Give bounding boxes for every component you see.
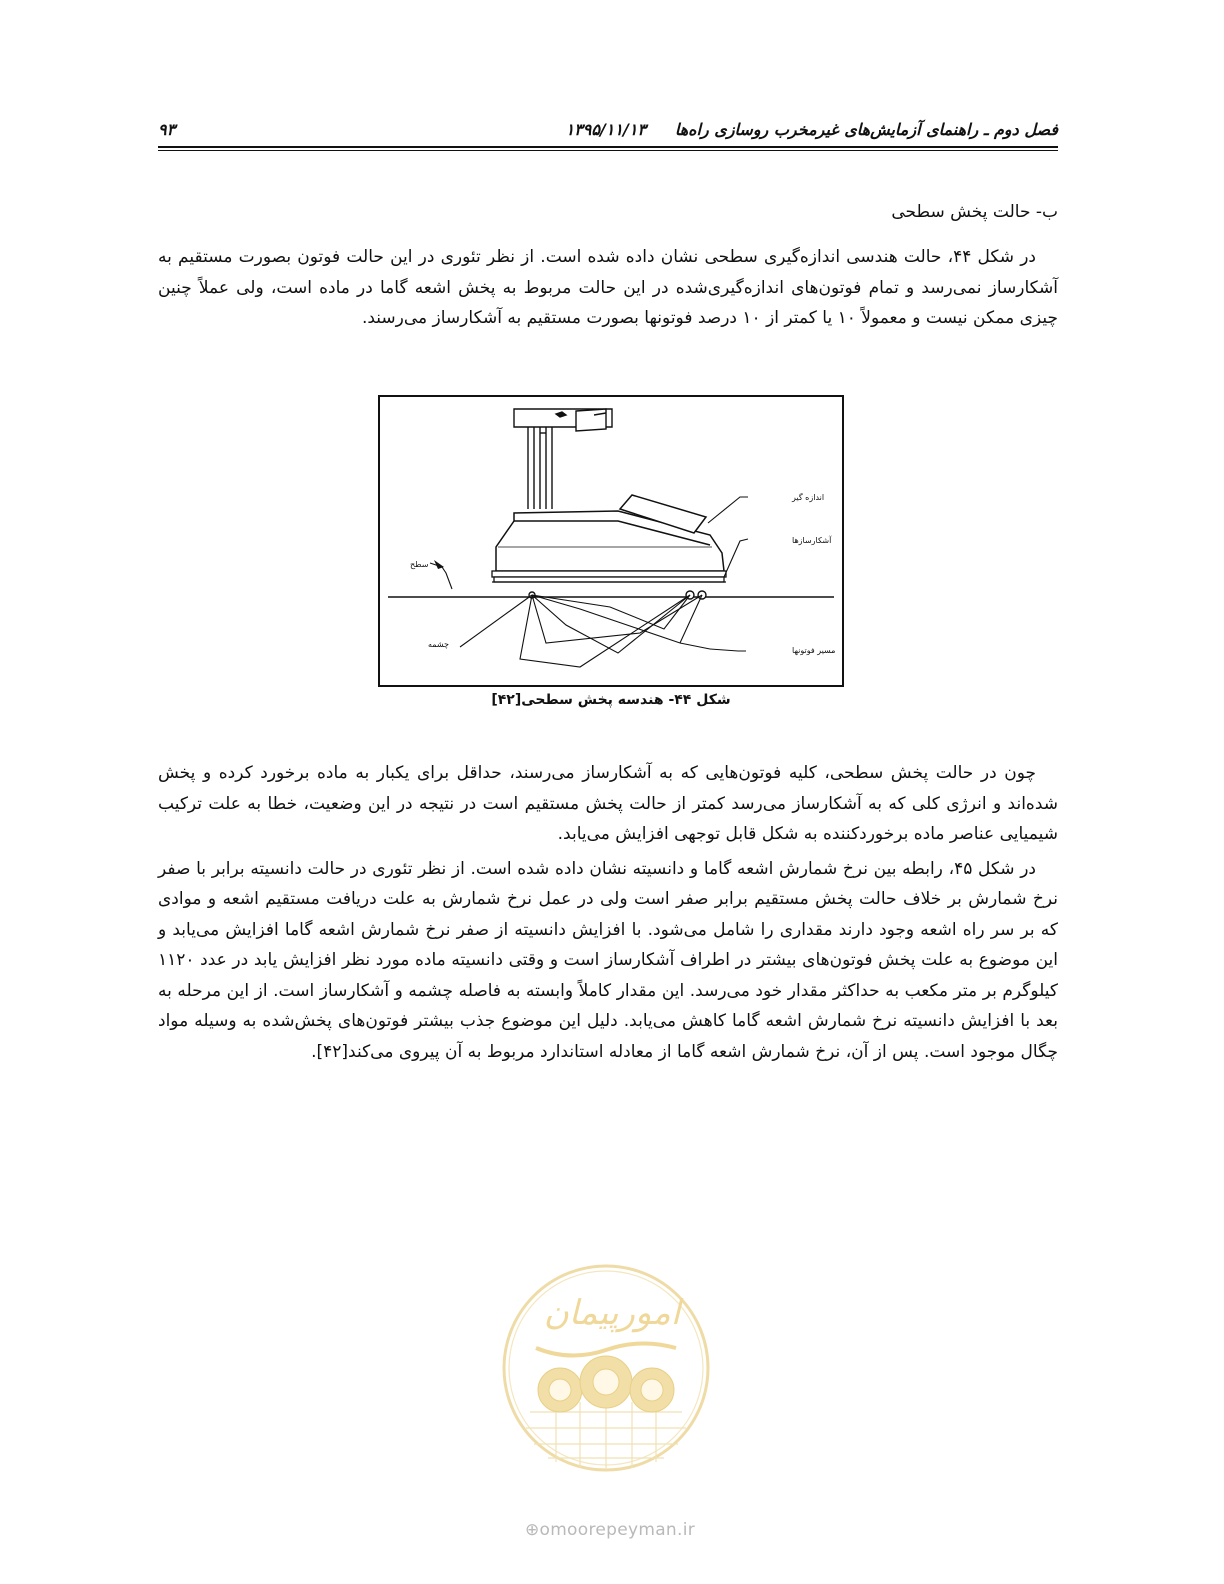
watermark-logo-text: امورپیمان xyxy=(543,1293,681,1333)
page-header xyxy=(158,118,1058,146)
header-rule xyxy=(158,146,1058,148)
paragraph-3: در شکل ۴۵، رابطه بین نرخ شمارش اشعه گاما و دانسیته نشان داده شده است. از نظر تئوری در حالت دانسیته برابر با صفر نرخ شمارش بر خلاف حالت پخش مستقیم برابر صفر است ولی در عمل نرخ شمارش به علت دریافت مستقیم اشعه و موادی که بر سر راه اشعه وجود دارند مقداری را شامل می‌شود. با افزایش دانسیته از صفر نرخ شمارش اشعه گاما افزایش می‌یابد و این موضوع به علت پخش فوتون‌های بیشتر در اطراف آشکارساز است و وقتی دانسیته ماده مورد نظر افزایش یابد در عدد ۱۱۲۰ کیلوگرم بر متر مکعب به حداکثر مقدار خود می‌رسد. این مقدار کاملاً وابسته به فاصله چشمه و آشکارساز است. از این مرحله به بعد با افزایش دانسیته نرخ شمارش اشعه گاما کاهش می‌یابد. دلیل این موضوع جذب بیشتر فوتون‌های پخش‌شده به وسیله مواد چگال موجود است. پس از آن، نرخ شمارش اشعه گاما از معادله استاندارد مربوط به آن پیروی می‌کند[۴۲]. xyxy=(158,858,1058,1062)
label-surface: سطح xyxy=(410,560,429,569)
label-gauge: اندازه گیر xyxy=(792,493,825,502)
paragraph-1: در شکل ۴۴، حالت هندسی اندازه‌گیری سطحی نشان داده شده است. از نظر تئوری در این حالت فوتون بصورت مستقیم به آشکارساز نمی‌رسد و تمام فوتون‌های اندازه‌گیری‌شده در این حالت مربوط به پخش اشعه گاما در ماده است، ولی عملاً چنین چیزی ممکن نیست و معمولاً ۱۰ یا کمتر از ۱۰ درصد فوتونها بصورت مستقیم به آشکارساز می‌رسند. xyxy=(158,247,1058,328)
backscatter-geometry-diagram xyxy=(380,397,842,685)
detectors-base xyxy=(492,571,726,582)
gauge-handle xyxy=(514,409,612,509)
page-number: ۹۳ xyxy=(158,120,176,139)
label-source: چشمه xyxy=(428,640,449,649)
watermark-url-text: omoorepeyman.ir xyxy=(539,1520,696,1540)
body-text-block xyxy=(158,758,1058,1071)
figure-44 xyxy=(378,395,844,687)
figure-caption: شکل ۴۴- هندسه پخش سطحی[۴۲] xyxy=(491,692,731,708)
chapter-title: فصل دوم ـ راهنمای آزمایش‌های غیرمخرب روسازی راه‌ها xyxy=(674,120,1058,139)
header-date: ۱۳۹۵/۱۱/۱۳ xyxy=(565,120,646,139)
watermark-url xyxy=(480,1520,740,1540)
section-subheading: ب- حالت پخش سطحی xyxy=(891,202,1058,222)
paragraph-2: چون در حالت پخش سطحی، کلیه فوتون‌هایی که به آشکارساز می‌رسند، حداقل برای یکبار به ماده برخورد کرده و پخش شده‌اند و انرژی کلی که به آشکارساز می‌رسد کمتر از حالت پخش مستقیم است در نتیجه در این وضعیت، خطا به علت ترکیب شیمیایی عناصر ماده برخوردکننده به شکل قابل توجهی افزایش می‌یابد. xyxy=(158,763,1058,844)
watermark-globe-icon: ⊕ xyxy=(524,1520,540,1540)
header-rule-thin xyxy=(158,150,1058,151)
watermark-logo xyxy=(500,1262,712,1474)
gauge-body xyxy=(496,495,724,571)
label-photon-path: مسیر فوتونها xyxy=(792,646,836,655)
intro-text-block xyxy=(158,242,1058,338)
label-detectors: آشکارسازها xyxy=(792,536,832,545)
photon-paths xyxy=(460,595,702,667)
